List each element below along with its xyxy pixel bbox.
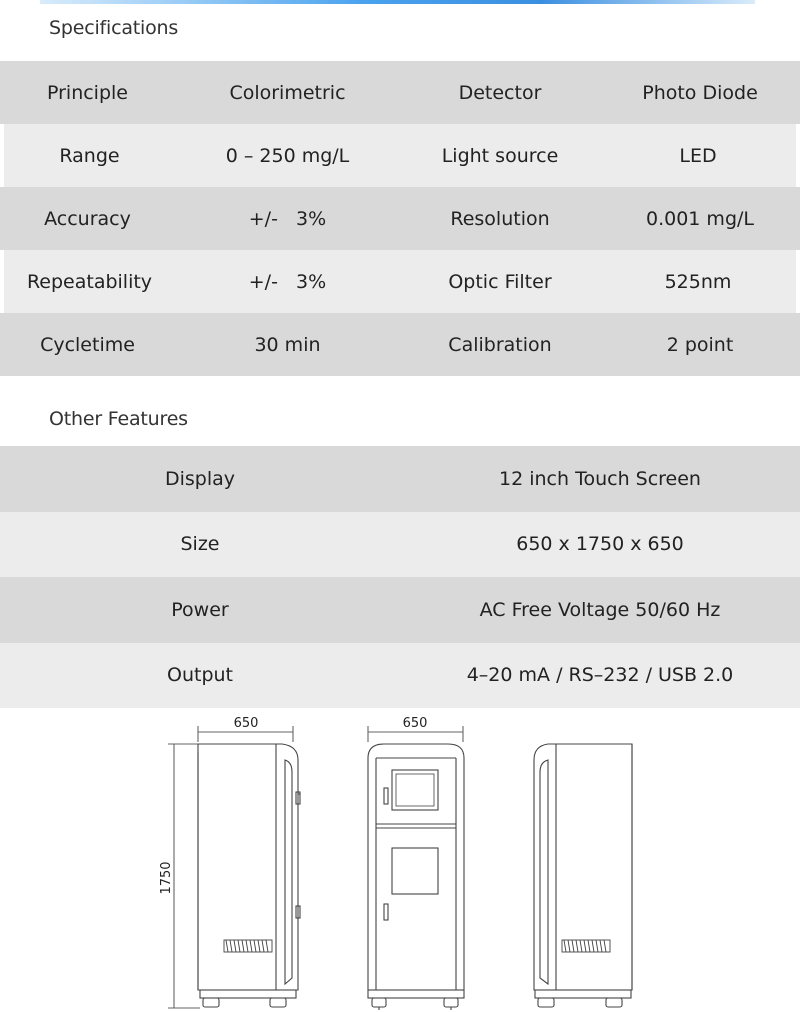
spec-label: Cycletime	[40, 333, 135, 356]
feature-row	[0, 512, 800, 578]
cabinet-dimension-drawing	[0, 708, 800, 1012]
feature-value: AC Free Voltage 50/60 Hz	[479, 598, 721, 621]
spec-value: Photo Diode	[642, 81, 758, 104]
inspection-window-icon	[392, 848, 438, 894]
spec-value: +/- 3%	[248, 207, 327, 230]
specifications-title: Specifications	[49, 17, 179, 39]
feature-row	[0, 643, 800, 709]
front-view-cabinet	[368, 726, 464, 1010]
side-view-cabinet-right	[534, 744, 632, 1007]
other-features-table	[0, 446, 800, 708]
spec-value: 525nm	[664, 270, 732, 293]
spec-value: 30 min	[254, 333, 321, 356]
specifications-table	[0, 61, 800, 376]
spec-value: 0 – 250 mg/L	[225, 144, 350, 167]
spec-row	[0, 313, 800, 376]
feature-label: Output	[167, 664, 233, 687]
spec-label: Accuracy	[44, 207, 131, 230]
spec-label: Calibration	[448, 333, 552, 356]
feature-value: 4–20 mA / RS–232 / USB 2.0	[466, 664, 734, 687]
spec-label: Light source	[441, 144, 559, 167]
vent-grille-icon	[562, 940, 610, 952]
feature-row	[0, 577, 800, 643]
spec-label: Optic Filter	[448, 270, 552, 293]
spec-value: 0.001 mg/L	[646, 207, 754, 230]
spec-value: Colorimetric	[229, 81, 346, 104]
feature-label: Power	[171, 598, 229, 621]
other-features-title: Other Features	[49, 408, 188, 430]
vent-grille-icon	[224, 940, 272, 952]
spec-value: +/- 3%	[248, 270, 327, 293]
feature-value: 650 x 1750 x 650	[516, 533, 684, 556]
spec-label: Detector	[458, 81, 542, 104]
touch-screen-icon	[392, 770, 438, 810]
spec-label: Resolution	[450, 207, 550, 230]
spec-row	[4, 250, 796, 313]
spec-row	[4, 124, 796, 187]
height-label: 1750	[159, 861, 174, 895]
spec-row	[0, 187, 800, 250]
feature-label: Size	[180, 533, 220, 556]
spec-label: Repeatability	[26, 270, 153, 293]
side-width-label: 650	[233, 716, 259, 731]
spec-row	[0, 61, 800, 124]
side-view-cabinet	[168, 726, 300, 1008]
top-accent-bar	[40, 0, 755, 4]
feature-row	[0, 446, 800, 512]
spec-label: Principle	[46, 81, 128, 104]
spec-label: Range	[59, 144, 120, 167]
feature-label: Display	[164, 467, 236, 490]
spec-value: LED	[679, 144, 717, 167]
front-width-label: 650	[402, 716, 428, 731]
spec-value: 2 point	[666, 333, 734, 356]
feature-value: 12 inch Touch Screen	[499, 467, 701, 490]
